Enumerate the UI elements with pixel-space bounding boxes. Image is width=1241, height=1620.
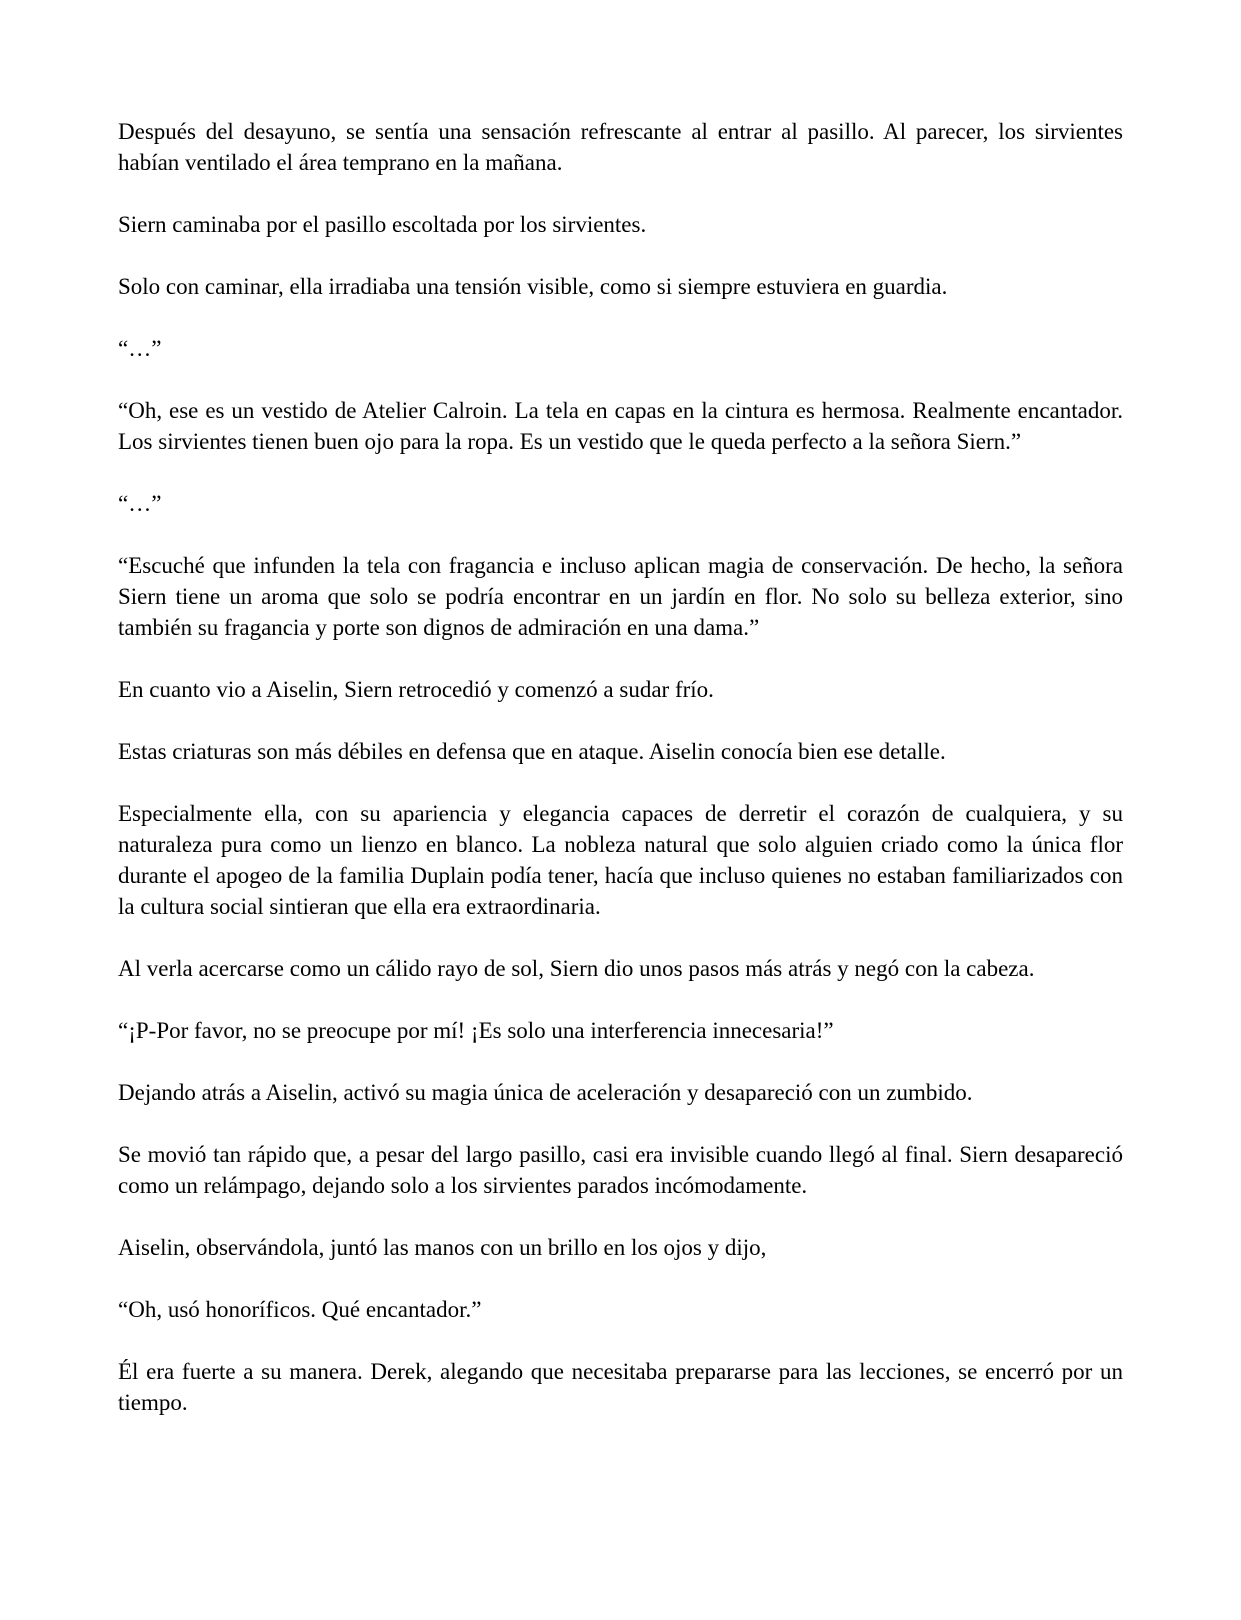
paragraph-15: Aiselin, observándola, juntó las manos con un brillo en los ojos y dijo, [118,1235,767,1260]
paragraph-11: Al verla acercarse como un cálido rayo de sol, Siern dio unos pasos más atrás y negó con la cabeza. [118,956,1035,981]
paragraph-9: Estas criaturas son más débiles en defensa que en ataque. Aiselin conocía bien ese detalle. [118,739,946,764]
paragraph-6: “…” [118,491,162,516]
paragraph-7: “Escuché que infunden la tela con fragancia e incluso aplican magia de conservación. De hecho, la señora Siern tiene un aroma que solo se podría encontrar en un jardín en flor. No solo su belleza exterior, sino también su fragancia y porte son dignos de admiración en una dama.” [118,553,1123,640]
paragraph-13: Dejando atrás a Aiselin, activó su magia única de aceleración y desapareció con un zumbido. [118,1080,973,1105]
paragraph-8: En cuanto vio a Aiselin, Siern retrocedió y comenzó a sudar frío. [118,677,714,702]
paragraph-14: Se movió tan rápido que, a pesar del largo pasillo, casi era invisible cuando llegó al final. Siern desapareció como un relámpago, dejando solo a los sirvientes parados incómodamente. [118,1142,1123,1198]
paragraph-3: Solo con caminar, ella irradiaba una tensión visible, como si siempre estuviera en guardia. [118,274,948,299]
paragraph-12: “¡P-Por favor, no se preocupe por mí! ¡Es solo una interferencia innecesaria!” [118,1018,834,1043]
paragraph-10: Especialmente ella, con su apariencia y elegancia capaces de derretir el corazón de cualquiera, y su naturaleza pura como un lienzo en blanco. La nobleza natural que solo alguien criado como la única flor durante el apogeo de la familia Duplain podía tener, hacía que incluso quienes no estaban familiarizados con la cultura social sintieran que ella era extraordinaria. [118,801,1123,919]
paragraph-4: “…” [118,336,162,361]
document-body [118,116,1123,1449]
paragraph-5: “Oh, ese es un vestido de Atelier Calroin. La tela en capas en la cintura es hermosa. Realmente encantador. Los sirvientes tienen buen ojo para la ropa. Es un vestido que le queda perfecto a la señora Siern.” [118,398,1123,454]
paragraph-17: Él era fuerte a su manera. Derek, alegando que necesitaba prepararse para las lecciones, se encerró por un tiempo. [118,1359,1123,1415]
paragraph-2: Siern caminaba por el pasillo escoltada por los sirvientes. [118,212,647,237]
paragraph-1: Después del desayuno, se sentía una sensación refrescante al entrar al pasillo. Al parecer, los sirvientes habían ventilado el área temprano en la mañana. [118,119,1123,175]
paragraph-16: “Oh, usó honoríficos. Qué encantador.” [118,1297,482,1322]
